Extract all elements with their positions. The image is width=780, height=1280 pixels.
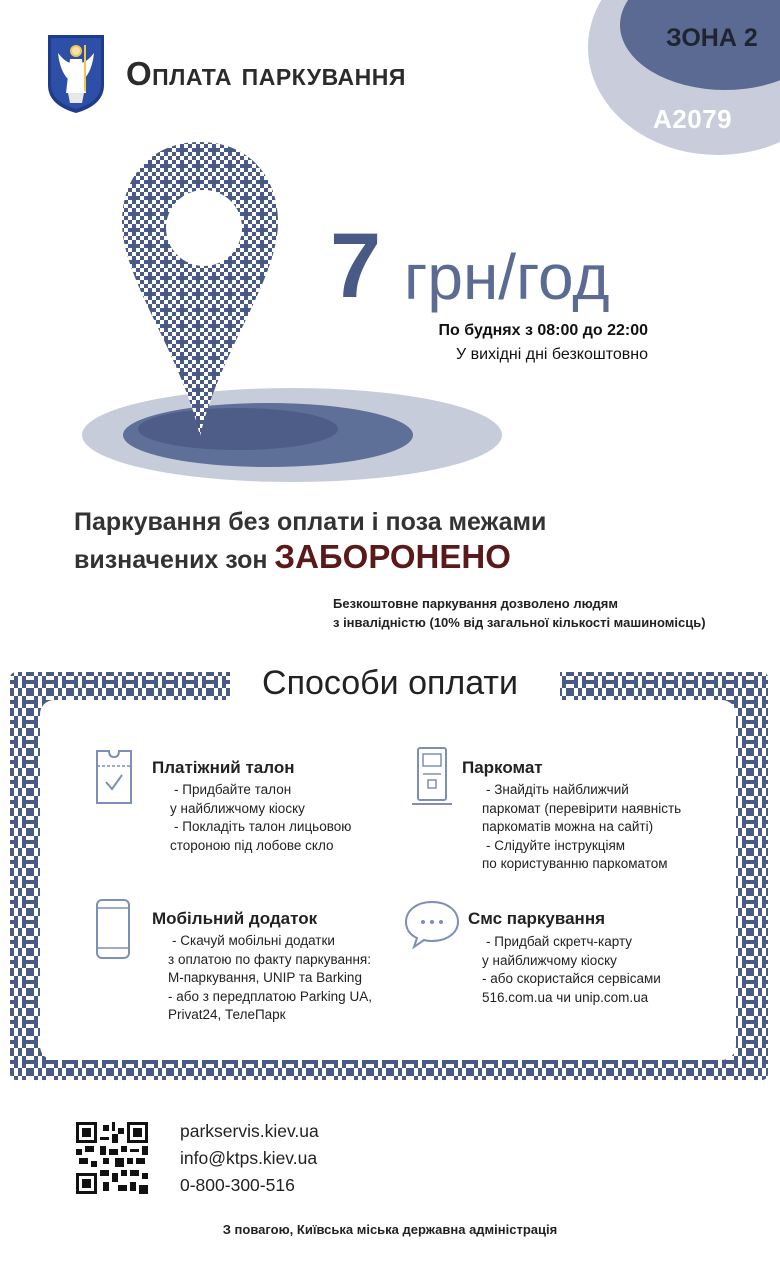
method-lines-meter	[482, 781, 681, 874]
method-line: з оплатою по факту паркування:	[168, 951, 371, 967]
method-line: - Знайдіть найближчий	[486, 782, 629, 797]
method-line: - Придбай скретч-карту	[486, 934, 633, 949]
method-lines-ticket	[170, 781, 351, 855]
note-line-1: Безкоштовне паркування дозволено людям	[333, 596, 618, 611]
method-line: 516.com.ua чи unip.com.ua	[482, 989, 649, 1005]
price-unit: грн/год	[404, 241, 610, 313]
warning-line-1: Паркування без оплати і поза межами	[74, 508, 547, 536]
parking-meter-icon	[410, 746, 454, 808]
method-line: по користуванню паркоматом	[482, 856, 668, 871]
warning-line-2	[74, 538, 511, 576]
method-line: паркоматів можна на сайті)	[482, 819, 654, 834]
method-line: - Покладіть талон лицьовою	[174, 819, 352, 834]
footer-signature: З повагою, Київська міська державна адміністрація	[222, 1222, 558, 1237]
chat-bubble-icon	[402, 898, 462, 950]
kyiv-coat-of-arms-icon	[46, 33, 106, 115]
method-line: - або скористайся сервісами	[482, 971, 661, 986]
method-line: M-паркування, UNIP та Barking	[168, 970, 362, 985]
method-title-ticket: Платіжний талон	[152, 758, 295, 777]
method-title-sms: Смс паркування	[468, 909, 606, 928]
weekend-free-note: У вихідні дні безкоштовно	[455, 346, 648, 363]
method-line: - або з передплатою Parking UA,	[168, 988, 372, 1004]
weekday-hours: По буднях з 08:00 до 22:00	[438, 322, 648, 339]
method-line: - Слідуйте інструкціям	[486, 837, 626, 853]
phone-number[interactable]: 0-800-300-516	[180, 1175, 295, 1195]
disabled-parking-note	[333, 594, 706, 632]
price-number: 7	[330, 215, 382, 317]
method-line: у найближчому кіоску	[482, 952, 617, 968]
smartphone-icon	[95, 898, 131, 960]
method-line: стороною під лобове скло	[170, 837, 334, 853]
location-pin-icon	[120, 140, 280, 440]
method-lines-sms	[482, 933, 661, 1007]
method-line: паркомат (перевірити наявність	[482, 800, 682, 816]
method-lines-mobile	[168, 932, 372, 1025]
method-line: - Придбайте талон	[174, 782, 292, 797]
email-link[interactable]: info@ktps.kiev.ua	[180, 1148, 318, 1168]
contacts-block	[180, 1118, 319, 1199]
ticket-icon	[94, 748, 134, 806]
zone-label: ЗОНА 2	[666, 24, 758, 52]
method-line: - Скачуй мобільні додатки	[172, 933, 335, 948]
method-title-meter: Паркомат	[462, 758, 543, 777]
page-title: Оплата паркування	[126, 55, 406, 92]
method-title-mobile: Мобільний додаток	[152, 909, 318, 928]
zone-code: A2079	[653, 104, 733, 134]
method-line: у найближчому кіоску	[170, 800, 305, 816]
payment-methods-title: Способи оплати	[262, 664, 518, 702]
note-line-2: з інвалідністю (10% від загальної кількості машиномісць)	[333, 615, 706, 630]
website-link[interactable]: parkservis.kiev.ua	[180, 1121, 319, 1141]
forbidden-label: ЗАБОРОНЕНО	[274, 538, 511, 575]
warning-line-2-prefix: визначених зон	[74, 546, 268, 574]
method-line: Privat24, ТелеПарк	[168, 1007, 286, 1022]
qr-code-icon	[76, 1122, 148, 1194]
